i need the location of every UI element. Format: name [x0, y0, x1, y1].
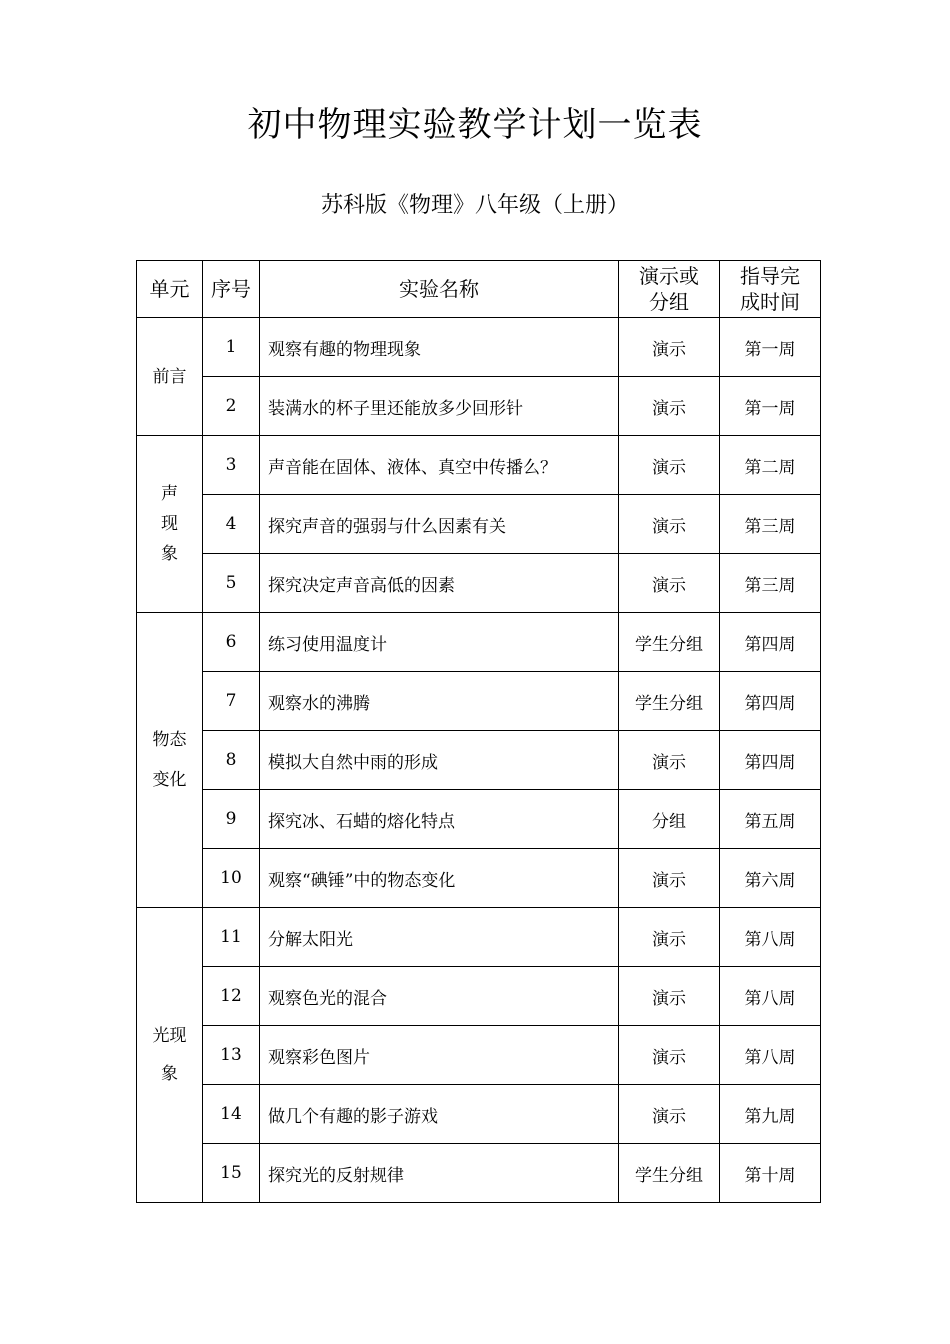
unit-cell-sound — [137, 436, 203, 613]
unit-cell-preface — [137, 318, 203, 436]
table-row — [137, 672, 821, 731]
type-cell: 学生分组 — [619, 613, 720, 672]
week-cell: 第九周 — [720, 1085, 821, 1144]
table-header-row — [137, 261, 821, 318]
type-cell: 演示 — [619, 908, 720, 967]
header-type-text: 演示或分组 — [639, 264, 699, 314]
table-row — [137, 908, 821, 967]
table-row — [137, 495, 821, 554]
week-cell: 第五周 — [720, 790, 821, 849]
table-row — [137, 967, 821, 1026]
week-cell: 第八周 — [720, 908, 821, 967]
seq-cell: 6 — [203, 613, 260, 672]
experiment-name-cell: 分解太阳光 — [260, 908, 619, 967]
seq-cell: 11 — [203, 908, 260, 967]
type-cell: 演示 — [619, 436, 720, 495]
week-cell: 第四周 — [720, 672, 821, 731]
table-row — [137, 790, 821, 849]
week-cell: 第八周 — [720, 967, 821, 1026]
experiment-name-cell: 探究光的反射规律 — [260, 1144, 619, 1203]
type-cell: 演示 — [619, 495, 720, 554]
experiment-name-cell: 装满水的杯子里还能放多少回形针 — [260, 377, 619, 436]
seq-cell: 12 — [203, 967, 260, 1026]
experiment-name-cell: 探究声音的强弱与什么因素有关 — [260, 495, 619, 554]
experiment-plan-table — [136, 260, 821, 1203]
seq-cell: 8 — [203, 731, 260, 790]
seq-cell: 13 — [203, 1026, 260, 1085]
type-cell: 演示 — [619, 1085, 720, 1144]
week-cell: 第十周 — [720, 1144, 821, 1203]
experiment-name-cell: 观察水的沸腾 — [260, 672, 619, 731]
experiment-name-cell: 模拟大自然中雨的形成 — [260, 731, 619, 790]
table-row — [137, 436, 821, 495]
unit-cell-states — [137, 613, 203, 908]
experiment-name-cell: 练习使用温度计 — [260, 613, 619, 672]
week-cell: 第二周 — [720, 436, 821, 495]
table-row — [137, 849, 821, 908]
experiment-name-cell: 探究冰、石蜡的熔化特点 — [260, 790, 619, 849]
experiment-name-cell: 探究决定声音高低的因素 — [260, 554, 619, 613]
seq-cell: 10 — [203, 849, 260, 908]
type-cell: 分组 — [619, 790, 720, 849]
seq-cell: 15 — [203, 1144, 260, 1203]
page-title: 初中物理实验教学计划一览表 — [247, 105, 703, 145]
week-cell: 第三周 — [720, 554, 821, 613]
experiment-name-cell: 观察“碘锤”中的物态变化 — [260, 849, 619, 908]
page-subtitle: 苏科版《物理》八年级（上册） — [320, 193, 629, 218]
type-cell: 演示 — [619, 554, 720, 613]
header-type — [619, 261, 720, 318]
header-week — [720, 261, 821, 318]
experiment-name-cell: 观察色光的混合 — [260, 967, 619, 1026]
week-cell: 第六周 — [720, 849, 821, 908]
week-cell: 第四周 — [720, 731, 821, 790]
seq-cell: 2 — [203, 377, 260, 436]
type-cell: 演示 — [619, 731, 720, 790]
week-cell: 第三周 — [720, 495, 821, 554]
header-seq: 序号 — [203, 261, 260, 318]
type-cell: 演示 — [619, 967, 720, 1026]
table-row — [137, 1026, 821, 1085]
header-unit: 单元 — [137, 261, 203, 318]
type-cell: 演示 — [619, 377, 720, 436]
unit-label: 前言 — [152, 366, 187, 387]
experiment-name-cell: 声音能在固体、液体、真空中传播么？ — [260, 436, 619, 495]
experiment-name-cell: 做几个有趣的影子游戏 — [260, 1085, 619, 1144]
table-row — [137, 731, 821, 790]
unit-label: 物态变化 — [152, 730, 187, 790]
week-cell: 第四周 — [720, 613, 821, 672]
experiment-name-cell: 观察彩色图片 — [260, 1026, 619, 1085]
table-row — [137, 613, 821, 672]
type-cell: 学生分组 — [619, 1144, 720, 1203]
seq-cell: 7 — [203, 672, 260, 731]
week-cell: 第八周 — [720, 1026, 821, 1085]
experiment-name-cell: 观察有趣的物理现象 — [260, 318, 619, 377]
seq-cell: 9 — [203, 790, 260, 849]
seq-cell: 1 — [203, 318, 260, 377]
seq-cell: 14 — [203, 1085, 260, 1144]
header-week-text: 指导完成时间 — [740, 264, 800, 314]
table-row — [137, 554, 821, 613]
week-cell: 第一周 — [720, 377, 821, 436]
seq-cell: 3 — [203, 436, 260, 495]
seq-cell: 4 — [203, 495, 260, 554]
unit-cell-light — [137, 908, 203, 1203]
table-row — [137, 318, 821, 377]
type-cell: 演示 — [619, 1026, 720, 1085]
table-row — [137, 1085, 821, 1144]
header-name: 实验名称 — [260, 261, 619, 318]
table-row — [137, 1144, 821, 1203]
type-cell: 学生分组 — [619, 672, 720, 731]
unit-label: 声现象 — [161, 484, 178, 564]
week-cell: 第一周 — [720, 318, 821, 377]
table-row — [137, 377, 821, 436]
type-cell: 演示 — [619, 849, 720, 908]
type-cell: 演示 — [619, 318, 720, 377]
unit-label: 光现象 — [152, 1026, 187, 1084]
seq-cell: 5 — [203, 554, 260, 613]
